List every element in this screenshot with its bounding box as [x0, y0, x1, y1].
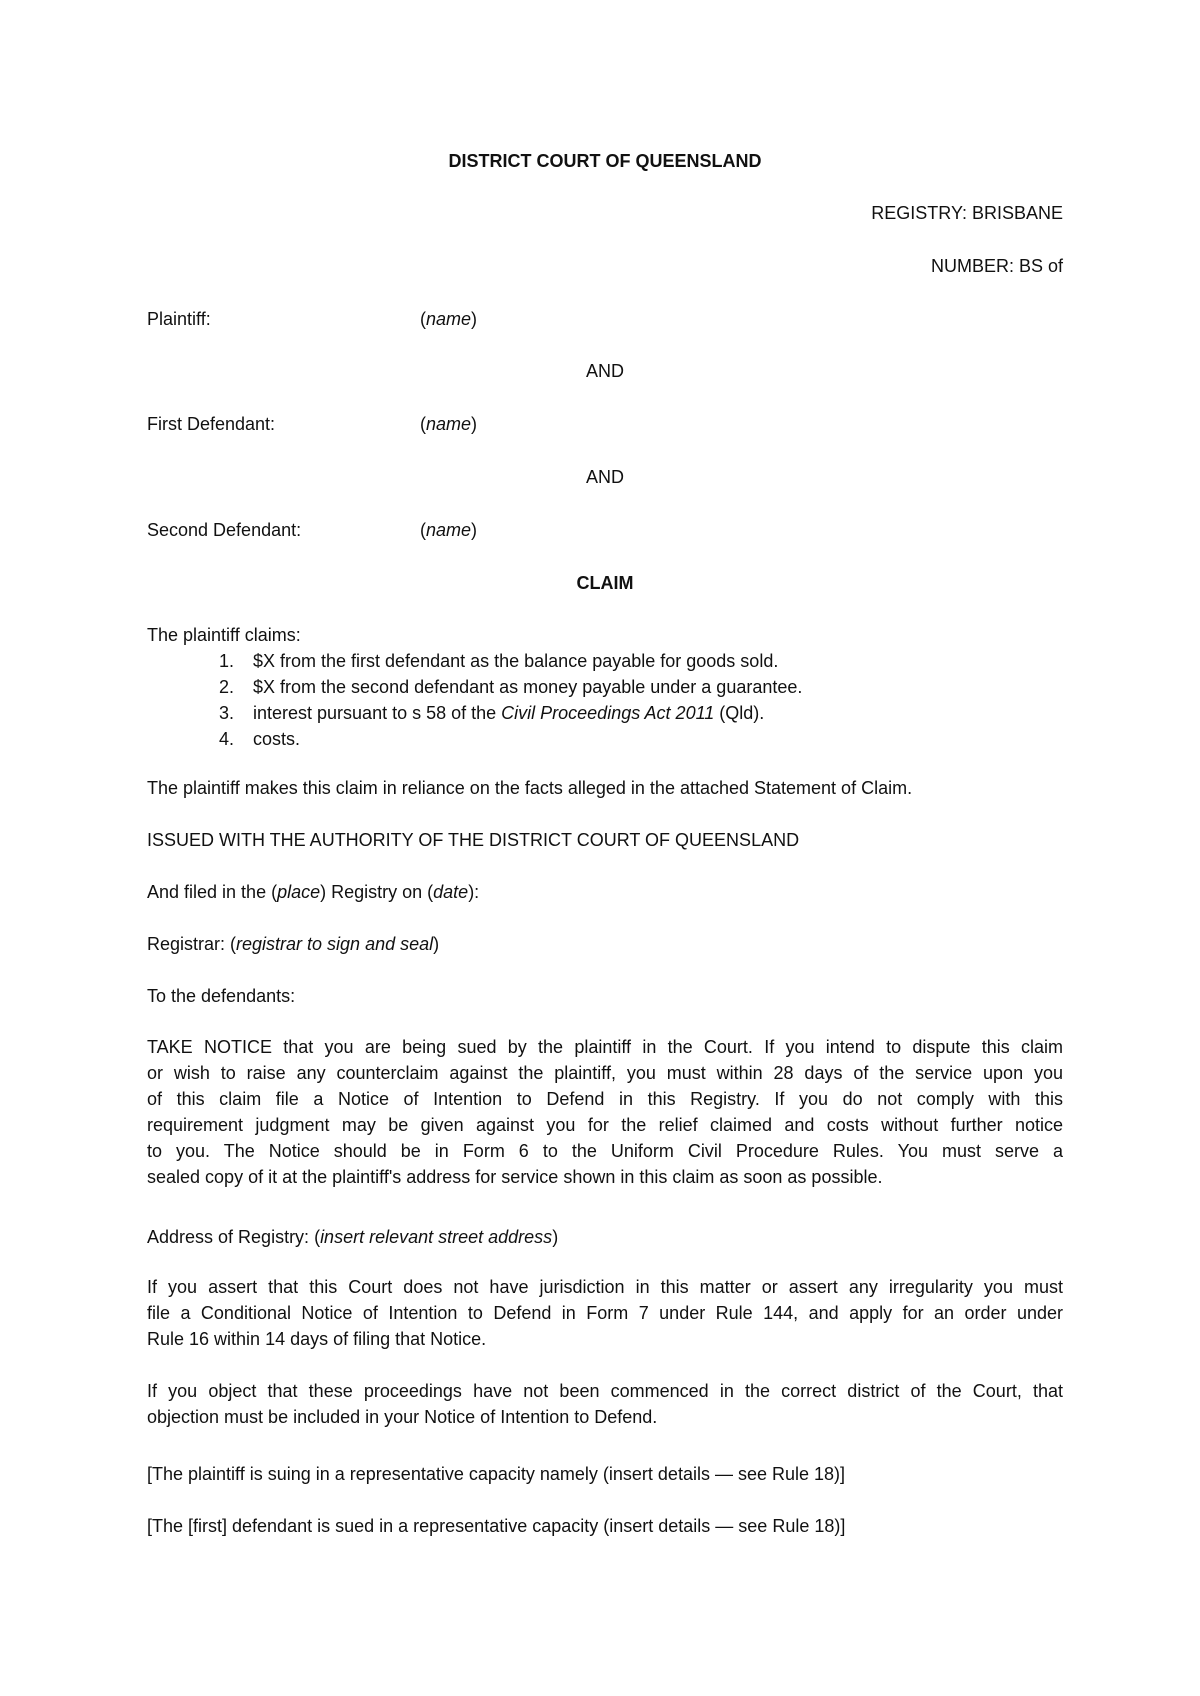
filed-place-placeholder: place	[277, 882, 321, 902]
first-defendant-value: (name)	[420, 414, 478, 434]
paragraph-line: objection must be included in your Notice of Intention to Defend.	[147, 1407, 658, 1427]
registrar-suffix: )	[433, 934, 440, 954]
filed-date-placeholder: date	[433, 882, 469, 902]
claim-item	[219, 726, 300, 752]
number-line: NUMBER: BS of	[930, 256, 1063, 276]
plaintiff-label: Plaintiff:	[147, 309, 211, 329]
paragraph-line: requirement judgment may be given against you for the relief claimed and costs without further notice	[147, 1115, 1063, 1135]
address-placeholder: insert relevant street address	[320, 1227, 553, 1247]
claim-heading: CLAIM	[576, 573, 634, 593]
filed-suffix: ):	[468, 882, 480, 902]
first-defendant-name-placeholder: name	[426, 414, 472, 434]
plaintiff-name-placeholder: name	[426, 309, 472, 329]
claim-item	[219, 700, 764, 726]
paragraph-line: Rule 16 within 14 days of filing that Notice.	[147, 1329, 487, 1349]
claim-item	[219, 648, 778, 674]
claim-item-number: 4.	[219, 729, 235, 749]
first-defendant-label: First Defendant:	[147, 414, 276, 434]
registrar-placeholder: registrar to sign and seal	[236, 934, 434, 954]
claim-item-text-before: interest pursuant to s 58 of the	[253, 703, 502, 723]
representative-defendant-note: [The [first] defendant is sued in a representative capacity (insert details — see Rule 18)]	[147, 1516, 846, 1536]
and-separator-1: AND	[585, 361, 624, 381]
reliance-statement: The plaintiff makes this claim in reliance on the facts alleged in the attached Statement of Claim.	[147, 778, 913, 798]
claim-item-number: 3.	[219, 703, 235, 723]
claim-item-text: costs.	[253, 729, 301, 749]
claim-intro: The plaintiff claims:	[147, 625, 301, 645]
plaintiff-value: (name)	[420, 309, 478, 329]
paragraph-line: file a Conditional Notice of Intention to Defend in Form 7 under Rule 144, and apply for an order under	[147, 1303, 1063, 1323]
address-suffix: )	[552, 1227, 559, 1247]
paragraph-line: to you. The Notice should be in Form 6 to the Uniform Civil Procedure Rules. You must serve a	[147, 1141, 1063, 1161]
authority-statement: ISSUED WITH THE AUTHORITY OF THE DISTRICT COURT OF QUEENSLAND	[147, 830, 800, 850]
paragraph-line: or wish to raise any counterclaim against the plaintiff, you must within 28 days of the service upon you	[147, 1063, 1063, 1083]
claim-item-text: $X from the second defendant as money payable under a guarantee.	[253, 677, 803, 697]
second-defendant-value: (name)	[420, 520, 478, 540]
registrar-line	[147, 933, 439, 955]
claim-item-text-after: (Qld).	[714, 703, 765, 723]
claim-item-number: 1.	[219, 651, 235, 671]
paragraph-line: TAKE NOTICE that you are being sued by the plaintiff in the Court. If you intend to dispute this claim	[147, 1037, 1063, 1057]
claim-item-text: $X from the first defendant as the balance payable for goods sold.	[253, 651, 779, 671]
district-objection-paragraph	[147, 1378, 1063, 1430]
filed-line	[147, 881, 479, 903]
second-defendant-name-placeholder: name	[426, 520, 472, 540]
take-notice-paragraph	[147, 1034, 1063, 1190]
second-defendant-label: Second Defendant:	[147, 520, 302, 540]
claim-item-act-name: Civil Proceedings Act 2011	[501, 703, 715, 723]
document-page	[147, 0, 1063, 1696]
court-title: DISTRICT COURT OF QUEENSLAND	[448, 151, 762, 171]
claim-item-number: 2.	[219, 677, 235, 697]
registry-line: REGISTRY: BRISBANE	[871, 203, 1063, 223]
address-prefix: Address of Registry: (	[147, 1227, 321, 1247]
paragraph-line: of this claim file a Notice of Intention to Defend in this Registry. If you do not comply with this	[147, 1089, 1063, 1109]
filed-middle: ) Registry on (	[320, 882, 434, 902]
and-separator-2: AND	[585, 467, 624, 487]
registry-address-line	[147, 1226, 558, 1248]
paragraph-line: If you assert that this Court does not have jurisdiction in this matter or assert any irregularity you must	[147, 1277, 1063, 1297]
registrar-prefix: Registrar: (	[147, 934, 237, 954]
paragraph-line: If you object that these proceedings have not been commenced in the correct district of the Court, that	[147, 1381, 1063, 1401]
claim-item	[219, 674, 802, 700]
paragraph-line: sealed copy of it at the plaintiff's address for service shown in this claim as soon as possible.	[147, 1167, 883, 1187]
to-defendants: To the defendants:	[147, 986, 296, 1006]
representative-plaintiff-note: [The plaintiff is suing in a representative capacity namely (insert details — see Rule 18)]	[147, 1464, 846, 1484]
filed-prefix: And filed in the (	[147, 882, 278, 902]
jurisdiction-paragraph	[147, 1274, 1063, 1352]
